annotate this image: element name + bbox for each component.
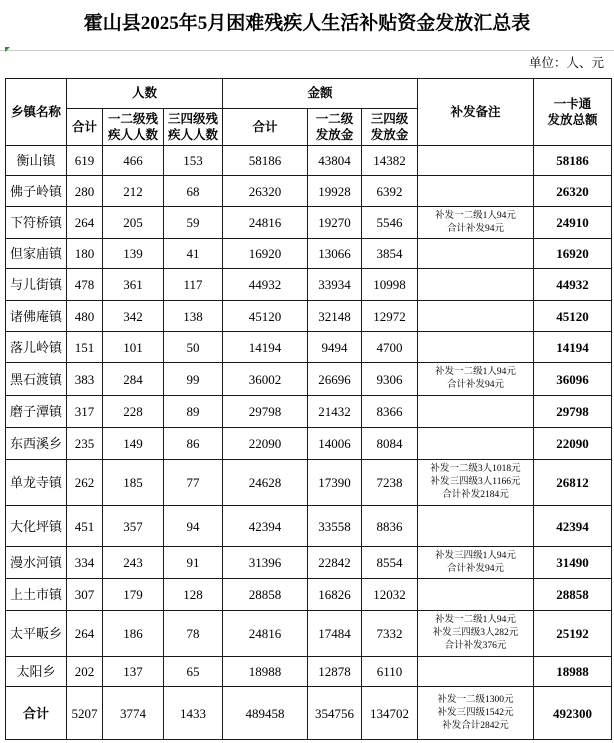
amount-level12-cell: 22842 xyxy=(308,547,362,579)
amount-level12-cell: 17484 xyxy=(308,611,362,657)
card-total-cell: 492300 xyxy=(534,687,612,740)
town-name-cell: 但家庙镇 xyxy=(6,239,67,269)
unit-label: 单位：人、元 xyxy=(528,56,604,70)
header-line: 一二级残 xyxy=(107,112,158,126)
card-total-cell: 42394 xyxy=(534,506,612,547)
header-people-level34 xyxy=(164,109,223,146)
header-card-total-line: 发放总额 xyxy=(547,113,598,127)
table-row xyxy=(6,332,612,363)
people-level34-cell: 68 xyxy=(164,176,223,207)
supplement-note-cell xyxy=(418,207,534,239)
people-level12-cell: 357 xyxy=(103,506,164,547)
table-row xyxy=(6,506,612,547)
amount-total-cell: 24816 xyxy=(223,207,308,239)
table-row xyxy=(6,301,612,332)
people-total-cell: 264 xyxy=(67,611,103,657)
supplement-note-line: 补发一二级1人94元 xyxy=(435,615,516,625)
amount-total-cell: 24628 xyxy=(223,460,308,506)
supplement-note-line: 合计补发94元 xyxy=(446,380,504,390)
supplement-note-cell xyxy=(418,363,534,396)
people-total-cell: 383 xyxy=(67,363,103,396)
header-line: 发放金 xyxy=(370,128,409,142)
card-total-cell: 22090 xyxy=(534,428,612,460)
header-line: 一二级 xyxy=(315,112,354,126)
table-row xyxy=(6,547,612,579)
table-row xyxy=(6,657,612,687)
amount-total-cell: 31396 xyxy=(223,547,308,579)
supplement-note-line: 补发三四级3人1166元 xyxy=(430,477,521,487)
town-name-cell: 黑石渡镇 xyxy=(6,363,67,396)
table-row xyxy=(6,428,612,460)
people-level12-cell: 185 xyxy=(103,460,164,506)
amount-level12-cell: 33558 xyxy=(308,506,362,547)
supplement-note-line: 合计补发94元 xyxy=(446,223,504,234)
amount-level34-cell: 12032 xyxy=(362,579,418,611)
amount-level34-cell: 14382 xyxy=(362,146,418,176)
people-total-cell: 451 xyxy=(67,506,103,547)
supplement-note-cell xyxy=(418,460,534,506)
amount-total-cell: 24816 xyxy=(223,611,308,657)
supplement-note-line: 补发一二级1人94元 xyxy=(435,367,516,377)
summary-table xyxy=(5,78,612,740)
people-level34-cell: 41 xyxy=(164,239,223,269)
card-total-cell: 28858 xyxy=(534,579,612,611)
town-name-cell: 诸佛庵镇 xyxy=(6,301,67,332)
amount-level12-cell: 43804 xyxy=(308,146,362,176)
header-town: 乡镇名称 xyxy=(6,79,67,146)
supplement-note-line: 补发一二级1300元 xyxy=(437,694,514,705)
people-total-cell: 619 xyxy=(67,146,103,176)
supplement-note-cell xyxy=(418,687,534,740)
table-row xyxy=(6,460,612,506)
amount-level12-cell: 16826 xyxy=(308,579,362,611)
supplement-note-line: 补发合计2842元 xyxy=(442,720,509,731)
people-level34-cell: 94 xyxy=(164,506,223,547)
total-row xyxy=(6,687,612,740)
header-people-total: 合计 xyxy=(67,109,103,146)
card-total-cell: 36096 xyxy=(534,363,612,396)
people-total-cell: 317 xyxy=(67,396,103,428)
town-name-cell: 太阳乡 xyxy=(6,657,67,687)
table-row xyxy=(6,146,612,176)
town-name-cell: 单龙寺镇 xyxy=(6,460,67,506)
people-level34-cell: 78 xyxy=(164,611,223,657)
supplement-note-line: 补发三四级1542元 xyxy=(437,707,514,718)
amount-level12-cell: 12878 xyxy=(308,657,362,687)
amount-level12-cell: 19928 xyxy=(308,176,362,207)
people-level12-cell: 149 xyxy=(103,428,164,460)
card-total-cell: 26812 xyxy=(534,460,612,506)
amount-level34-cell: 5546 xyxy=(362,207,418,239)
supplement-note-cell xyxy=(418,579,534,611)
total-label-cell: 合计 xyxy=(6,687,67,740)
people-level34-cell: 117 xyxy=(164,269,223,301)
people-level12-cell: 466 xyxy=(103,146,164,176)
people-level12-cell: 342 xyxy=(103,301,164,332)
amount-level34-cell: 8366 xyxy=(362,396,418,428)
card-total-cell: 25192 xyxy=(534,611,612,657)
header-amount-total: 合计 xyxy=(223,109,308,146)
supplement-note-cell xyxy=(418,146,534,176)
amount-total-cell: 26320 xyxy=(223,176,308,207)
header-amount: 金额 xyxy=(223,79,418,109)
card-total-cell: 14194 xyxy=(534,332,612,363)
people-level34-cell: 128 xyxy=(164,579,223,611)
people-level12-cell: 137 xyxy=(103,657,164,687)
amount-total-cell: 14194 xyxy=(223,332,308,363)
amount-level12-cell: 33934 xyxy=(308,269,362,301)
amount-level34-cell: 3854 xyxy=(362,239,418,269)
amount-level34-cell: 134702 xyxy=(362,687,418,740)
amount-level34-cell: 8836 xyxy=(362,506,418,547)
page-title: 霍山县2025年5月困难残疾人生活补贴资金发放汇总表 xyxy=(83,13,531,34)
people-level12-cell: 139 xyxy=(103,239,164,269)
header-note: 补发备注 xyxy=(418,79,534,146)
amount-level34-cell: 8084 xyxy=(362,428,418,460)
card-total-cell: 44932 xyxy=(534,269,612,301)
people-total-cell: 202 xyxy=(67,657,103,687)
people-level12-cell: 186 xyxy=(103,611,164,657)
supplement-note-line: 补发三四级1人94元 xyxy=(435,550,516,561)
amount-level12-cell: 354756 xyxy=(308,687,362,740)
table-row xyxy=(6,207,612,239)
amount-level34-cell: 4700 xyxy=(362,332,418,363)
people-level34-cell: 138 xyxy=(164,301,223,332)
table-row xyxy=(6,239,612,269)
supplement-note-cell xyxy=(418,506,534,547)
town-name-cell: 下符桥镇 xyxy=(6,207,67,239)
people-total-cell: 307 xyxy=(67,579,103,611)
people-level12-cell: 228 xyxy=(103,396,164,428)
table-row xyxy=(6,269,612,301)
supplement-note-cell xyxy=(418,396,534,428)
header-amount-level12 xyxy=(308,109,362,146)
amount-level12-cell: 17390 xyxy=(308,460,362,506)
people-total-cell: 180 xyxy=(67,239,103,269)
amount-total-cell: 489458 xyxy=(223,687,308,740)
header-line: 疾人人数 xyxy=(107,128,158,142)
supplement-note-cell xyxy=(418,547,534,579)
supplement-note-cell xyxy=(418,301,534,332)
supplement-note-cell xyxy=(418,611,534,657)
amount-total-cell: 28858 xyxy=(223,579,308,611)
people-level12-cell: 3774 xyxy=(103,687,164,740)
people-level12-cell: 212 xyxy=(103,176,164,207)
town-name-cell: 上土市镇 xyxy=(6,579,67,611)
people-total-cell: 264 xyxy=(67,207,103,239)
people-level12-cell: 205 xyxy=(103,207,164,239)
amount-total-cell: 42394 xyxy=(223,506,308,547)
amount-total-cell: 36002 xyxy=(223,363,308,396)
supplement-note-line: 合计补发376元 xyxy=(444,641,507,651)
people-total-cell: 480 xyxy=(67,301,103,332)
amount-level12-cell: 19270 xyxy=(308,207,362,239)
supplement-note-line: 补发三四级3人282元 xyxy=(432,628,519,638)
people-level34-cell: 91 xyxy=(164,547,223,579)
amount-level12-cell: 9494 xyxy=(308,332,362,363)
people-level34-cell: 1433 xyxy=(164,687,223,740)
card-total-cell: 24910 xyxy=(534,207,612,239)
supplement-note-cell xyxy=(418,332,534,363)
table-row xyxy=(6,363,612,396)
amount-level34-cell: 10998 xyxy=(362,269,418,301)
town-name-cell: 太平畈乡 xyxy=(6,611,67,657)
amount-level34-cell: 7332 xyxy=(362,611,418,657)
people-level34-cell: 59 xyxy=(164,207,223,239)
people-total-cell: 5207 xyxy=(67,687,103,740)
header-line: 疾人人数 xyxy=(167,128,218,142)
town-name-cell: 衡山镇 xyxy=(6,146,67,176)
amount-level12-cell: 13066 xyxy=(308,239,362,269)
town-name-cell: 佛子岭镇 xyxy=(6,176,67,207)
people-level12-cell: 284 xyxy=(103,363,164,396)
cell-marker-icon xyxy=(5,47,10,52)
table-row xyxy=(6,396,612,428)
people-level12-cell: 243 xyxy=(103,547,164,579)
header-line: 发放金 xyxy=(315,128,354,142)
people-level34-cell: 153 xyxy=(164,146,223,176)
people-level34-cell: 50 xyxy=(164,332,223,363)
card-total-cell: 16920 xyxy=(534,239,612,269)
town-name-cell: 东西溪乡 xyxy=(6,428,67,460)
header-people-level12 xyxy=(103,109,164,146)
card-total-cell: 18988 xyxy=(534,657,612,687)
town-name-cell: 漫水河镇 xyxy=(6,547,67,579)
card-total-cell: 29798 xyxy=(534,396,612,428)
table-row xyxy=(6,176,612,207)
sheet-gridline xyxy=(0,50,614,51)
people-level12-cell: 179 xyxy=(103,579,164,611)
amount-level12-cell: 26696 xyxy=(308,363,362,396)
card-total-cell: 31490 xyxy=(534,547,612,579)
amount-level12-cell: 14006 xyxy=(308,428,362,460)
town-name-cell: 大化坪镇 xyxy=(6,506,67,547)
card-total-cell: 45120 xyxy=(534,301,612,332)
people-total-cell: 280 xyxy=(67,176,103,207)
people-level34-cell: 65 xyxy=(164,657,223,687)
header-card-total xyxy=(534,79,612,146)
supplement-note-cell xyxy=(418,269,534,301)
town-name-cell: 落儿岭镇 xyxy=(6,332,67,363)
people-level12-cell: 361 xyxy=(103,269,164,301)
supplement-note-cell xyxy=(418,657,534,687)
header-people: 人数 xyxy=(67,79,223,109)
people-total-cell: 478 xyxy=(67,269,103,301)
amount-level34-cell: 7238 xyxy=(362,460,418,506)
amount-total-cell: 44932 xyxy=(223,269,308,301)
supplement-note-line: 补发一二级1人94元 xyxy=(435,210,516,221)
header-amount-level34 xyxy=(362,109,418,146)
header-row xyxy=(6,79,612,109)
people-level34-cell: 77 xyxy=(164,460,223,506)
card-total-cell: 26320 xyxy=(534,176,612,207)
supplement-note-line: 合计补发2184元 xyxy=(442,490,509,500)
supplement-note-cell xyxy=(418,176,534,207)
amount-total-cell: 16920 xyxy=(223,239,308,269)
supplement-note-line: 补发一二级3人1018元 xyxy=(430,464,521,474)
supplement-note-cell xyxy=(418,239,534,269)
table-row xyxy=(6,611,612,657)
town-name-cell: 与儿街镇 xyxy=(6,269,67,301)
people-level34-cell: 86 xyxy=(164,428,223,460)
supplement-note-line: 合计补发94元 xyxy=(446,563,504,574)
amount-total-cell: 29798 xyxy=(223,396,308,428)
amount-level34-cell: 12972 xyxy=(362,301,418,332)
people-total-cell: 262 xyxy=(67,460,103,506)
header-line: 三四级 xyxy=(370,112,409,126)
people-level34-cell: 89 xyxy=(164,396,223,428)
amount-total-cell: 22090 xyxy=(223,428,308,460)
amount-total-cell: 45120 xyxy=(223,301,308,332)
people-level34-cell: 99 xyxy=(164,363,223,396)
amount-total-cell: 58186 xyxy=(223,146,308,176)
amount-level12-cell: 21432 xyxy=(308,396,362,428)
people-level12-cell: 101 xyxy=(103,332,164,363)
header-card-total-line: 一卡通 xyxy=(553,97,592,111)
amount-level12-cell: 32148 xyxy=(308,301,362,332)
amount-level34-cell: 8554 xyxy=(362,547,418,579)
people-total-cell: 334 xyxy=(67,547,103,579)
amount-level34-cell: 9306 xyxy=(362,363,418,396)
table-row xyxy=(6,579,612,611)
card-total-cell: 58186 xyxy=(534,146,612,176)
amount-level34-cell: 6392 xyxy=(362,176,418,207)
amount-level34-cell: 6110 xyxy=(362,657,418,687)
town-name-cell: 磨子潭镇 xyxy=(6,396,67,428)
amount-total-cell: 18988 xyxy=(223,657,308,687)
people-total-cell: 151 xyxy=(67,332,103,363)
header-line: 三四级残 xyxy=(167,112,218,126)
people-total-cell: 235 xyxy=(67,428,103,460)
supplement-note-cell xyxy=(418,428,534,460)
